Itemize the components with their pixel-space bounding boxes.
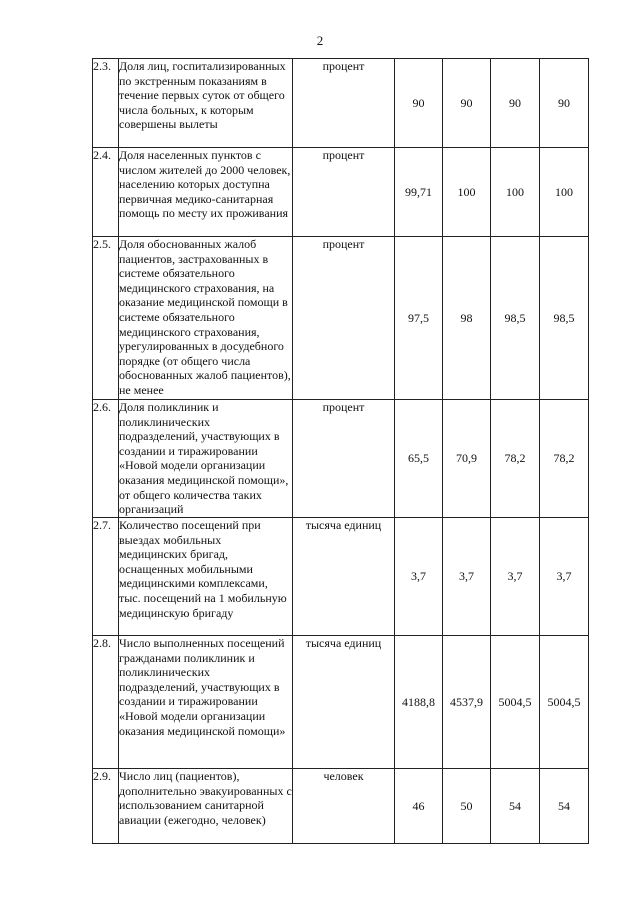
unit-of-measure: человек	[293, 769, 395, 844]
value-cell: 4188,8	[395, 636, 443, 769]
row-number: 2.8.	[93, 636, 119, 769]
row-number: 2.7.	[93, 518, 119, 636]
table-row	[93, 59, 589, 148]
table-row	[93, 518, 589, 636]
value-cell: 78,2	[491, 400, 540, 518]
table-row	[93, 769, 589, 844]
value-cell: 54	[540, 769, 589, 844]
indicators-table	[92, 58, 589, 844]
unit-of-measure: процент	[293, 400, 395, 518]
value-cell: 100	[443, 148, 491, 237]
table-row	[93, 237, 589, 400]
row-number: 2.3.	[93, 59, 119, 148]
value-cell: 50	[443, 769, 491, 844]
value-cell: 90	[443, 59, 491, 148]
row-number: 2.4.	[93, 148, 119, 237]
value-cell: 46	[395, 769, 443, 844]
unit-of-measure: процент	[293, 148, 395, 237]
indicator-name: Доля населенных пунктов с числом жителей до 2000 человек, населению которых доступна первичная медико-санитарная помощь по месту их проживания	[119, 148, 293, 237]
value-cell: 100	[491, 148, 540, 237]
indicator-name: Число лиц (пациентов), дополнительно эвакуированных с использованием санитарной авиации (ежегодно, человек)	[119, 769, 293, 844]
indicator-name: Доля лиц, госпитализированных по экстренным показаниям в течение первых суток от общего числа больных, к которым совершены вылеты	[119, 59, 293, 148]
value-cell: 98,5	[540, 237, 589, 400]
page-number: 2	[316, 33, 324, 48]
row-number: 2.5.	[93, 237, 119, 400]
value-cell: 99,71	[395, 148, 443, 237]
value-cell: 3,7	[395, 518, 443, 636]
row-number: 2.6.	[93, 400, 119, 518]
value-cell: 5004,5	[491, 636, 540, 769]
unit-of-measure: тысяча единиц	[293, 636, 395, 769]
unit-of-measure: процент	[293, 237, 395, 400]
value-cell: 97,5	[395, 237, 443, 400]
value-cell: 98	[443, 237, 491, 400]
value-cell: 54	[491, 769, 540, 844]
row-number: 2.9.	[93, 769, 119, 844]
value-cell: 100	[540, 148, 589, 237]
value-cell: 4537,9	[443, 636, 491, 769]
value-cell: 65,5	[395, 400, 443, 518]
value-cell: 3,7	[491, 518, 540, 636]
value-cell: 90	[491, 59, 540, 148]
table-row	[93, 400, 589, 518]
unit-of-measure: тысяча единиц	[293, 518, 395, 636]
table-row	[93, 148, 589, 237]
indicator-name: Количество посещений при выездах мобильных медицинских бригад, оснащенных мобильными медицинскими комплексами, тыс. посещений на 1 мобильную медицинскую бригаду	[119, 518, 293, 636]
table-row	[93, 636, 589, 769]
value-cell: 3,7	[443, 518, 491, 636]
unit-of-measure: процент	[293, 59, 395, 148]
value-cell: 78,2	[540, 400, 589, 518]
value-cell: 3,7	[540, 518, 589, 636]
value-cell: 98,5	[491, 237, 540, 400]
indicator-name: Доля поликлиник и поликлинических подразделений, участвующих в создании и тиражировании «Новой модели организации оказания медицинской помощи», от общего количества таких организаций	[119, 400, 293, 518]
value-cell: 90	[395, 59, 443, 148]
value-cell: 5004,5	[540, 636, 589, 769]
value-cell: 90	[540, 59, 589, 148]
indicator-name: Число выполненных посещений гражданами поликлиник и поликлинических подразделений, участвующих в создании и тиражировании «Новой модели организации оказания медицинской помощи»	[119, 636, 293, 769]
indicator-name: Доля обоснованных жалоб пациентов, застрахованных в системе обязательного медицинского страхования, на оказание медицинской помощи в системе обязательного медицинского страхования, урегулированных в досудебного порядке (от общего числа обоснованных жалоб пациентов), не менее	[119, 237, 293, 400]
value-cell: 70,9	[443, 400, 491, 518]
